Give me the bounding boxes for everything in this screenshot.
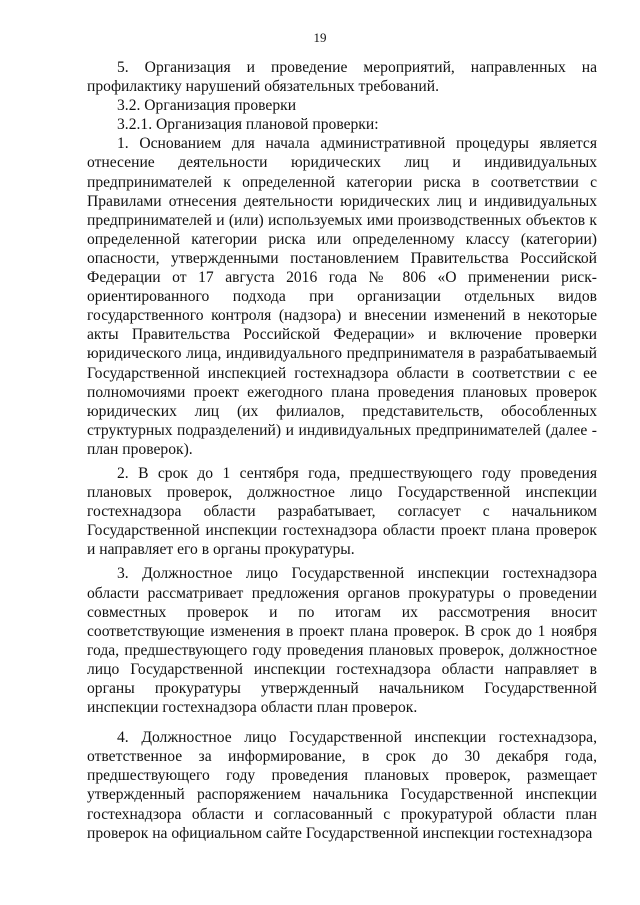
subsection-heading-3-2-1: 3.2.1. Организация плановой проверки: [117,116,379,134]
paragraph-item-5: 5. Организация и проведение мероприятий, направленных на профилактику нарушений обязательных требований. [87,59,597,96]
paragraph-item-2: 2. В срок до 1 сентября года, предшествующего году проведения плановых проверок, должностное лицо Государственной инспекции гостехнадзора области разрабатывает, согласует с начальником Государственной инспекции гостехнадзора области проект плана проверок и направляет его в органы прокуратуры. [87,464,597,559]
paragraph-item-1: 1. Основанием для начала административной процедуры является отнесение деятельности юридических лиц и индивидуальных предпринимателей к определенной категории риска в соответствии с Правилами отнесения деятельности юридических лиц и индивидуальных предпринимателей и (или) используемых ими производственных объектов к определенной категории риска или определенному классу (категории) опасности, утвержденными постановлением Правительства Российской Федерации от 17 августа 2016 года № 806 «О применении риск-ориентированного подхода при организации отдельных видов государственного контроля (надзора) и внесении изменений в некоторые акты Правительства Российской Федерации» и включение проверки юридического лица, индивидуального предпринимателя в разрабатываемый Государственной инспекцией гостехнадзора области в соответствии с ее полномочиями проект ежегодного плана проведения плановых проверок юридических лиц (их филиалов, представительств, обособленных структурных подразделений) и индивидуальных предпринимателей (далее - план проверок). [87,135,597,458]
paragraph-item-3: 3. Должностное лицо Государственной инспекции гостехнадзора области рассматривает предложения органов прокуратуры о проведении совместных проверок и по итогам их рассмотрения вносит соответствующие изменения в проект плана проверок. В срок до 1 ноября года, предшествующего году проведения плановых проверок, должностное лицо Государственной инспекции гостехнадзора области направляет в органы прокуратуры утвержденный начальником Государственной инспекции гостехнадзора области план проверок. [87,565,597,717]
section-heading-3-2: 3.2. Организация проверки [117,97,297,115]
document-body [87,58,597,843]
page-number: 19 [313,30,327,45]
paragraph-item-4: 4. Должностное лицо Государственной инспекции гостехнадзора, ответственное за информирование, в срок до 30 декабря года, предшествующего году проведения плановых проверок, размещает утвержденный распоряжением начальника Государственной инспекции гостехнадзора области и согласованный с прокуратурой области план проверок на официальном сайте Государственной инспекции гостехнадзора [87,729,597,842]
